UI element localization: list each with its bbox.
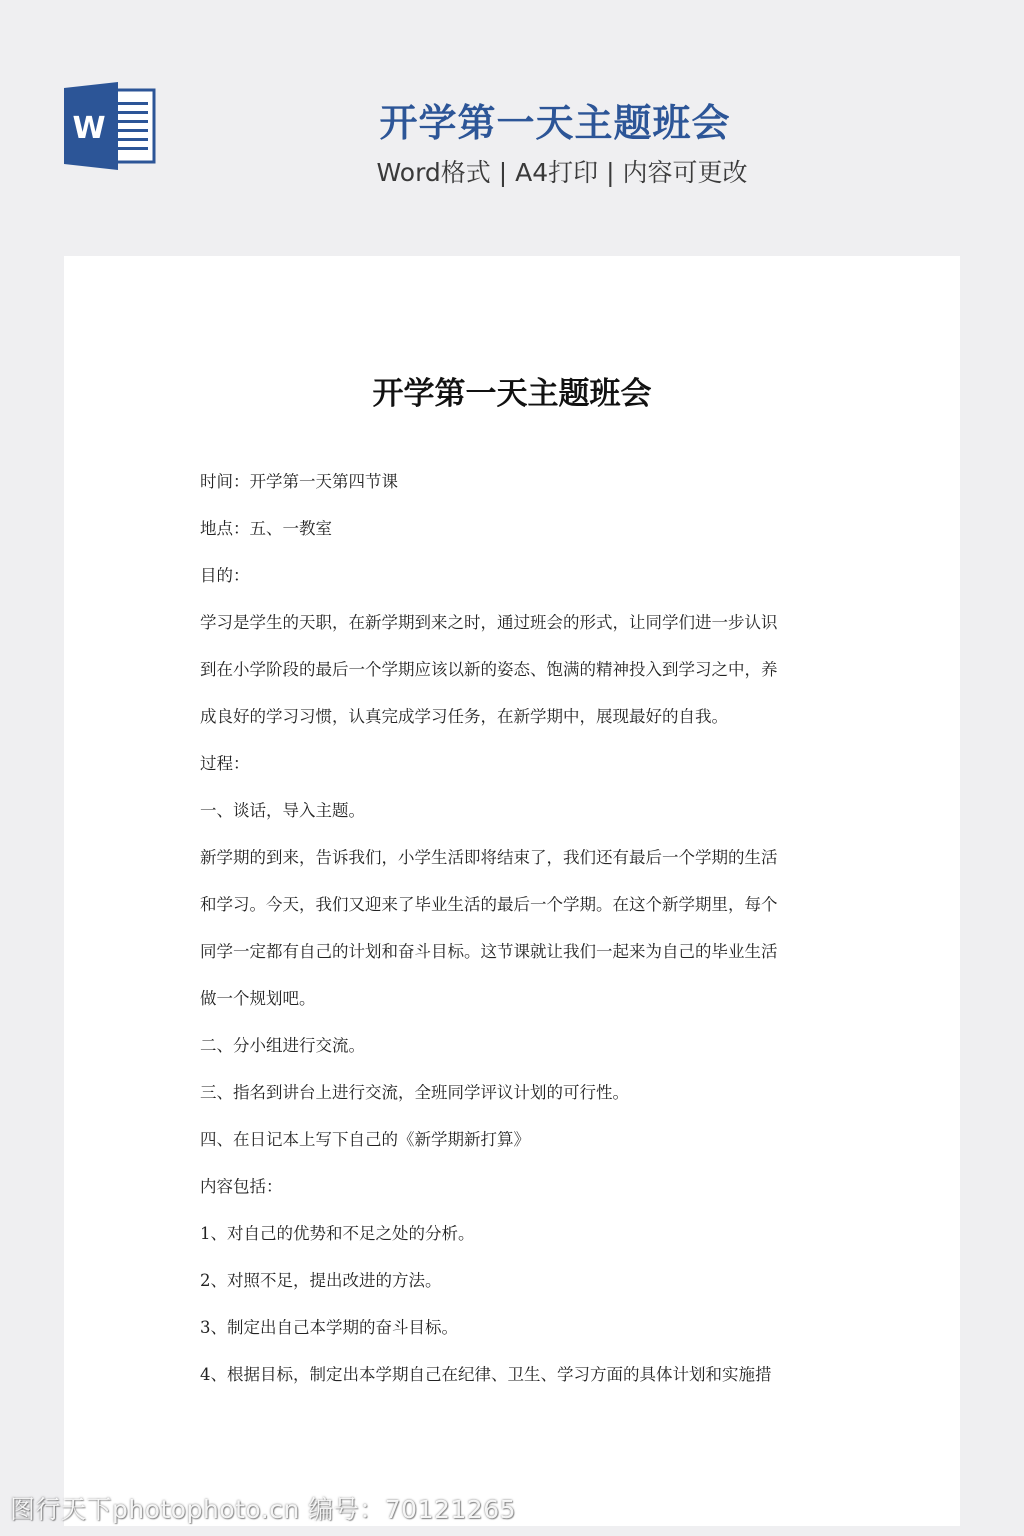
doc-line-step-2: 二、分小组进行交流。	[200, 1036, 365, 1055]
doc-line-purpose-2: 到在小学阶段的最后一个学期应该以新的姿态、饱满的精神投入到学习之中，养	[200, 660, 778, 679]
doc-line-contents-heading: 内容包括：	[200, 1177, 283, 1196]
doc-line-paragraph-1: 新学期的到来，告诉我们，小学生活即将结束了，我们还有最后一个学期的生活	[200, 848, 778, 867]
doc-line-item-4: 4、根据目标，制定出本学期自己在纪律、卫生、学习方面的具体计划和实施措	[200, 1365, 772, 1384]
document-title: 开学第一天主题班会	[372, 376, 652, 412]
doc-line-item-2: 2、对照不足，提出改进的方法。	[200, 1271, 442, 1290]
doc-line-location: 地点：五、一教室	[200, 519, 332, 538]
doc-line-paragraph-2: 和学习。今天，我们又迎来了毕业生活的最后一个学期。在这个新学期里，每个	[200, 895, 778, 914]
doc-line-step-4: 四、在日记本上写下自己的《新学期新打算》	[200, 1130, 530, 1149]
doc-line-purpose-heading: 目的：	[200, 566, 250, 585]
document-page	[64, 256, 960, 1526]
doc-line-step-3: 三、指名到讲台上进行交流，全班同学评议计划的可行性。	[200, 1083, 629, 1102]
doc-line-paragraph-4: 做一个规划吧。	[200, 989, 316, 1008]
document-body	[200, 466, 830, 1406]
word-logo-letter: W	[72, 111, 106, 146]
word-icon	[64, 82, 156, 170]
header-subtitle: Word格式 | A4打印 | 内容可更改	[376, 158, 748, 187]
doc-line-purpose-3: 成良好的学习习惯，认真完成学习任务，在新学期中，展现最好的自我。	[200, 707, 728, 726]
doc-line-purpose-1: 学习是学生的天职，在新学期到来之时，通过班会的形式，让同学们进一步认识	[200, 613, 778, 632]
doc-line-process-heading: 过程：	[200, 754, 250, 773]
doc-line-paragraph-3: 同学一定都有自己的计划和奋斗目标。这节课就让我们一起来为自己的毕业生活	[200, 942, 778, 961]
doc-line-time: 时间：开学第一天第四节课	[200, 472, 398, 491]
doc-line-step-1: 一、谈话，导入主题。	[200, 801, 365, 820]
header-title: 开学第一天主题班会	[379, 101, 731, 145]
doc-line-item-3: 3、制定出自己本学期的奋斗目标。	[200, 1318, 458, 1337]
watermark: 图行天下photophoto.cn 编号：70121265	[10, 1495, 517, 1524]
doc-line-item-1: 1、对自己的优势和不足之处的分析。	[200, 1224, 475, 1243]
